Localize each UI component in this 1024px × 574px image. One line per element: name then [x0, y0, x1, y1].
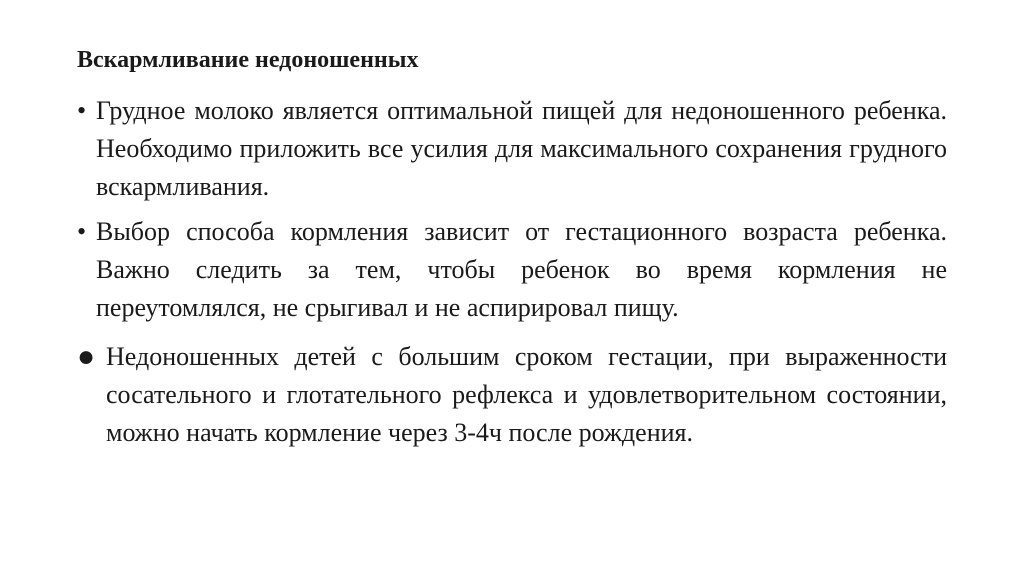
bullet-item — [77, 338, 947, 452]
bullet-marker: • — [77, 217, 87, 246]
bullet-text: Недоношенных детей с большим сроком гестации, при выраженности сосательного и глотательного рефлекса и удовлетворительном состоянии, можно начать кормление через 3-4ч после рождения. — [106, 342, 947, 447]
bullet-item — [77, 92, 947, 206]
bullet-item — [77, 213, 947, 327]
bullet-marker: • — [77, 96, 87, 125]
slide-title: Вскармливание недоношенных — [77, 47, 419, 73]
bullet-marker: ● — [77, 340, 96, 373]
bullet-text: Выбор способа кормления зависит от гестационного возраста ребенка. Важно следить за тем, чтобы ребенок во время кормления не переутомлялся, не срыгивал и не аспирировал пищу. — [96, 217, 947, 322]
bullet-text: Грудное молоко является оптимальной пищей для недоношенного ребенка. Необходимо приложить все усилия для максимального сохранения грудного вскармливания. — [96, 96, 947, 201]
